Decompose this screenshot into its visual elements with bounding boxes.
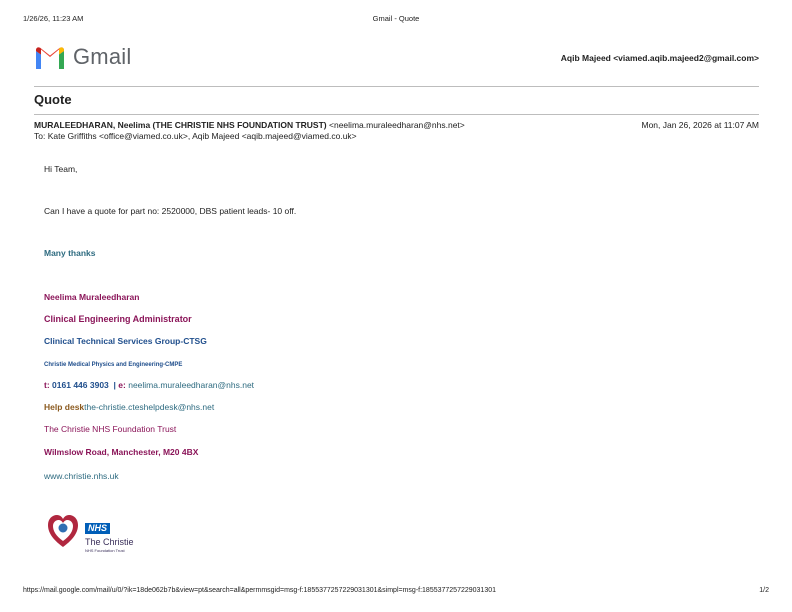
- divider: [34, 86, 759, 87]
- signature-group: Clinical Technical Services Group-CTSG: [44, 336, 207, 346]
- christie-heart-icon: [47, 514, 79, 548]
- print-title: Gmail - Quote: [372, 14, 420, 23]
- nhs-badge: NHS: [85, 523, 110, 534]
- print-url: https://mail.google.com/mail/u/0/?ik=18de062b7b&view=pt&search=all&permmsgid=msg-f:1855377257229031301&simpl=msg-f:1855377257229031301: [23, 587, 497, 594]
- email-label: e:: [118, 380, 126, 390]
- signature-name: Neelima Muraleedharan: [44, 292, 140, 302]
- signature-website-link[interactable]: www.christie.nhs.uk: [44, 471, 119, 481]
- recipients: To: Kate Griffiths <office@viamed.co.uk>, Aqib Majeed <aqib.majeed@viamed.co.uk>: [34, 131, 357, 141]
- print-datetime: 1/26/26, 11:23 AM: [23, 14, 84, 23]
- signature-email-link[interactable]: neelima.muraleedharan@nhs.net: [128, 380, 255, 390]
- message-greeting: Hi Team,: [44, 164, 78, 174]
- gmail-logo[interactable]: [34, 43, 134, 71]
- logo-subtitle: NHS Foundation Trust: [85, 548, 125, 553]
- helpdesk-email-link[interactable]: the-christie.cteshelpdesk@nhs.net: [84, 402, 215, 412]
- gmail-wordmark: Gmail: [73, 44, 132, 69]
- logo-name: The Christie: [85, 537, 134, 547]
- message-date: Mon, Jan 26, 2026 at 11:07 AM: [641, 120, 759, 130]
- account-email: Aqib Majeed <viamed.aqib.majeed2@gmail.com>: [560, 53, 759, 63]
- christie-logo: [47, 514, 157, 553]
- gmail-m-icon: [34, 45, 66, 69]
- signature-helpdesk: [44, 402, 214, 412]
- contact-separator: |: [113, 380, 116, 390]
- signature-contact: [44, 380, 254, 390]
- signature-trust: The Christie NHS Foundation Trust: [44, 424, 177, 434]
- sender: [34, 120, 465, 130]
- sender-email[interactable]: <neelima.muraleedharan@nhs.net>: [329, 120, 465, 130]
- helpdesk-label: Help desk: [44, 402, 85, 412]
- signature-role: Clinical Engineering Administrator: [44, 314, 192, 324]
- christie-logo-text: [85, 518, 134, 553]
- message-subject: Quote: [34, 92, 72, 107]
- print-header: [23, 14, 769, 26]
- signature-address: Wilmslow Road, Manchester, M20 4BX: [44, 447, 199, 457]
- tel-number[interactable]: 0161 446 3903: [52, 380, 109, 390]
- tel-label: t:: [44, 380, 50, 390]
- divider: [34, 114, 759, 115]
- message-signoff: Many thanks: [44, 248, 96, 258]
- signature-department: Christie Medical Physics and Engineering-CMPE: [44, 362, 183, 368]
- sender-name: MURALEEDHARAN, Neelima (THE CHRISTIE NHS FOUNDATION TRUST): [34, 120, 327, 130]
- message-request: Can I have a quote for part no: 2520000, DBS patient leads- 10 off.: [44, 206, 297, 216]
- page-number: 1/2: [759, 587, 769, 594]
